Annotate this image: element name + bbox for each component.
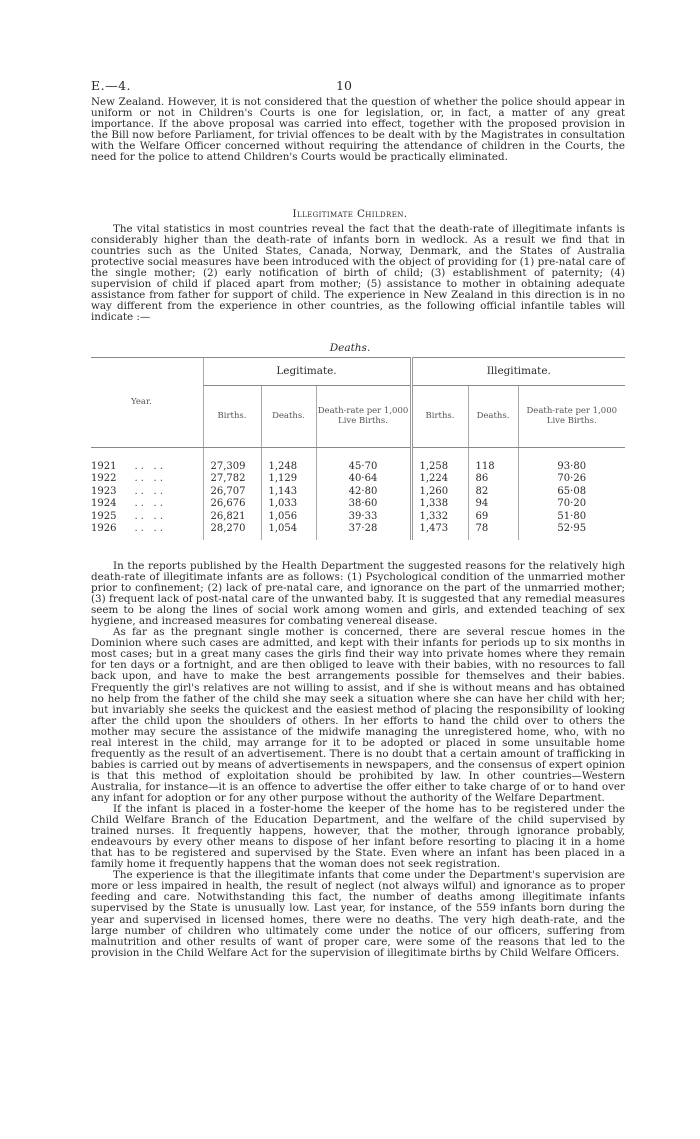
legitimate-deaths-cell: 1,033 bbox=[261, 498, 316, 510]
leader-dots: . . . . bbox=[134, 473, 164, 485]
legitimate-rate-cell: 40·64 bbox=[316, 473, 411, 485]
illegitimate-rate-cell: 93·80 bbox=[518, 461, 625, 473]
leader-dots: . . . . bbox=[134, 460, 164, 472]
legitimate-births-cell: 26,707 bbox=[203, 486, 261, 498]
year-value: 1925 bbox=[91, 510, 117, 522]
illegitimate-rate-cell: 51·80 bbox=[518, 511, 625, 523]
legitimate-births-cell: 26,821 bbox=[203, 511, 261, 523]
intro-paragraph: New Zealand. However, it is not considered that the question of whether the police should appear in uniform or not in Children's Courts is one for legislation, or, in fact, a matter of any great importance. If the above proposal was carried into effect, together with the proposed provision in the Bill now before Parliament, for trivial offences to be dealt with by the Magistrates in consultation with the Welfare Officer concerned without requiring the attendance of children in the Courts, the need for the police to attend Children's Courts would be practically eliminated. bbox=[91, 96, 625, 164]
year-value: 1923 bbox=[91, 485, 117, 497]
legitimate-births-cell: 27,782 bbox=[203, 473, 261, 485]
illegitimate-rate-cell: 52·95 bbox=[518, 523, 625, 535]
legitimate-rate-header: Death-rate per 1,000 Live Births. bbox=[316, 386, 411, 448]
table-row bbox=[91, 523, 625, 535]
illegitimate-deaths-cell: 94 bbox=[468, 498, 518, 510]
illegitimate-deaths-cell: 118 bbox=[468, 461, 518, 473]
year-value: 1924 bbox=[91, 498, 117, 510]
table-row bbox=[91, 473, 625, 485]
illegitimate-rate-cell: 65·08 bbox=[518, 486, 625, 498]
leader-dots: . . . . bbox=[134, 485, 164, 497]
year-cell bbox=[91, 523, 203, 535]
leader-dots: . . . . bbox=[134, 510, 164, 522]
legitimate-rate-cell: 38·60 bbox=[316, 498, 411, 510]
legitimate-rate-cell: 45·70 bbox=[316, 461, 411, 473]
legitimate-group-header: Legitimate. bbox=[203, 358, 411, 386]
year-cell bbox=[91, 511, 203, 523]
illegitimate-rate-header: Death-rate per 1,000 Live Births. bbox=[518, 386, 625, 448]
section-paragraph: The vital statistics in most countries reveal the fact that the death-rate of illegitimate infants is considerably higher than the death-rate of infants born in wedlock. As a result we find that in countries such as the United States, Canada, Norway, Denmark, and the States of Australia protective social measures have been introduced with the object of providing for (1) pre-natal care of the single mother; (2) early notification of birth of child; (3) establishment of paternity; (4) supervision of child if placed apart from mother; (5) assistance to mother in obtaining adequate assistance from father for support of child. The experience in New Zealand in this direction is in no way different from the experience in other countries, as the following official infantile tables will indicate :— bbox=[91, 223, 625, 324]
legitimate-rate-cell: 42·80 bbox=[316, 486, 411, 498]
illegitimate-rate-cell: 70·26 bbox=[518, 473, 625, 485]
document-reference: E.—4. bbox=[91, 78, 132, 93]
illegitimate-births-cell: 1,260 bbox=[411, 486, 468, 498]
deaths-table bbox=[91, 357, 625, 540]
illegitimate-births-header: Births. bbox=[411, 386, 468, 448]
paragraph-reasons: In the reports published by the Health Department the suggested reasons for the relatively high death-rate of illegitimate infants are as follows: (1) Psychological condition of the unmarried mother prior to confinement; (2) lack of pre-natal care, and ignorance on the part of the unmarried mother; (3) frequent lack of post-natal care of the unwanted baby. It is suggested that any remedial measures seem to be along the lines of social work among women and girls, and extended teaching of sex hygiene, and increased measures for combating venereal disease. bbox=[91, 560, 625, 628]
table-row bbox=[91, 511, 625, 523]
illegitimate-births-cell: 1,473 bbox=[411, 523, 468, 535]
section-heading: Illegitimate Children. bbox=[292, 208, 408, 220]
illegitimate-deaths-cell: 86 bbox=[468, 473, 518, 485]
year-value: 1926 bbox=[91, 522, 117, 534]
legitimate-rate-cell: 39·33 bbox=[316, 511, 411, 523]
year-value: 1921 bbox=[91, 460, 117, 472]
legitimate-deaths-cell: 1,143 bbox=[261, 486, 316, 498]
table-row bbox=[91, 498, 625, 510]
year-cell bbox=[91, 461, 203, 473]
legitimate-births-header: Births. bbox=[203, 386, 261, 448]
legitimate-births-cell: 27,309 bbox=[203, 461, 261, 473]
illegitimate-deaths-cell: 82 bbox=[468, 486, 518, 498]
illegitimate-deaths-cell: 69 bbox=[468, 511, 518, 523]
legitimate-births-cell: 28,270 bbox=[203, 523, 261, 535]
year-cell bbox=[91, 473, 203, 485]
illegitimate-births-cell: 1,338 bbox=[411, 498, 468, 510]
illegitimate-group-header: Illegitimate. bbox=[411, 358, 625, 386]
table-row bbox=[91, 486, 625, 498]
leader-dots: . . . . bbox=[134, 522, 164, 534]
legitimate-deaths-header: Deaths. bbox=[261, 386, 316, 448]
table-row bbox=[91, 461, 625, 473]
year-cell bbox=[91, 498, 203, 510]
illegitimate-rate-cell: 70·20 bbox=[518, 498, 625, 510]
year-header: Year. bbox=[91, 358, 203, 448]
year-cell bbox=[91, 486, 203, 498]
paragraph-foster-home: If the infant is placed in a foster-home the keeper of the home has to be registered under the Child Welfare Branch of the Education Department, and the welfare of the child supervised by trained nurses. It frequently happens, however, that the mother, through ignorance probably, endeavours by every other means to dispose of her infant before resorting to placing it in a home that has to be registered and supervised by the State. Even where an infant has been placed in a family home it frequently happens that the woman does not seek registration. bbox=[91, 803, 625, 871]
illegitimate-deaths-cell: 78 bbox=[468, 523, 518, 535]
year-value: 1922 bbox=[91, 473, 117, 485]
illegitimate-deaths-header: Deaths. bbox=[468, 386, 518, 448]
legitimate-births-cell: 26,676 bbox=[203, 498, 261, 510]
illegitimate-births-cell: 1,224 bbox=[411, 473, 468, 485]
legitimate-deaths-cell: 1,056 bbox=[261, 511, 316, 523]
legitimate-deaths-cell: 1,248 bbox=[261, 461, 316, 473]
page-number: 10 bbox=[336, 78, 352, 93]
paragraph-experience: The experience is that the illegitimate infants that come under the Department's supervision are more or less impaired in health, the result of neglect (not always wilful) and ignorance as to proper feeding and care. Notwithstanding this fact, the number of deaths among illegitimate infants supervised by the State is unusually low. Last year, for instance, of the 559 infants born during the year and supervised in licensed homes, there were no deaths. The very high death-rate, and the large number of children who ultimately come under the notice of our officers, suffering from malnutrition and other results of want of proper care, were some of the reasons that led to the provision in the Child Welfare Act for the supervision of illegitimate births by Child Welfare Officers. bbox=[91, 869, 625, 959]
table-caption: Deaths. bbox=[329, 342, 371, 354]
legitimate-deaths-cell: 1,054 bbox=[261, 523, 316, 535]
illegitimate-births-cell: 1,258 bbox=[411, 461, 468, 473]
legitimate-deaths-cell: 1,129 bbox=[261, 473, 316, 485]
illegitimate-births-cell: 1,332 bbox=[411, 511, 468, 523]
legitimate-rate-cell: 37·28 bbox=[316, 523, 411, 535]
paragraph-single-mother: As far as the pregnant single mother is concerned, there are several rescue homes in the Dominion where such cases are admitted, and kept with their infants for periods up to six months in most cases; but in a great many cases the girls find their way into private homes where they remain for ten days or a fortnight, and are then obliged to leave with their babies, with no resources to fall back upon, and have to make the best arrangements possible for themselves and their babies. Frequently the girl's relatives are not willing to assist, and if she is without means and has obtained no help from the father of the child she may seek a situation where she can have her child with her; but invariably she seeks the quickest and the easiest method of placing the responsibility of looking after the child upon the shoulders of others. In her efforts to hand the child over to others the mother may secure the assistance of the midwife managing the unregistered home, who, with no real interest in the child, may arrange for it to be adopted or placed in some unsuitable home frequently as the result of an advertisement. There is no doubt that a certain amount of trafficking in babies is carried out by means of advertisements in newspapers, and the consensus of expert opinion is that this method of exploitation should be prohibited by law. In other countries—Western Australia, for instance—it is an offence to advertise the offer either to take charge of or to hand over any infant for adoption or for any other purpose without the authority of the Welfare Department. bbox=[91, 626, 625, 804]
leader-dots: . . . . bbox=[134, 498, 164, 510]
